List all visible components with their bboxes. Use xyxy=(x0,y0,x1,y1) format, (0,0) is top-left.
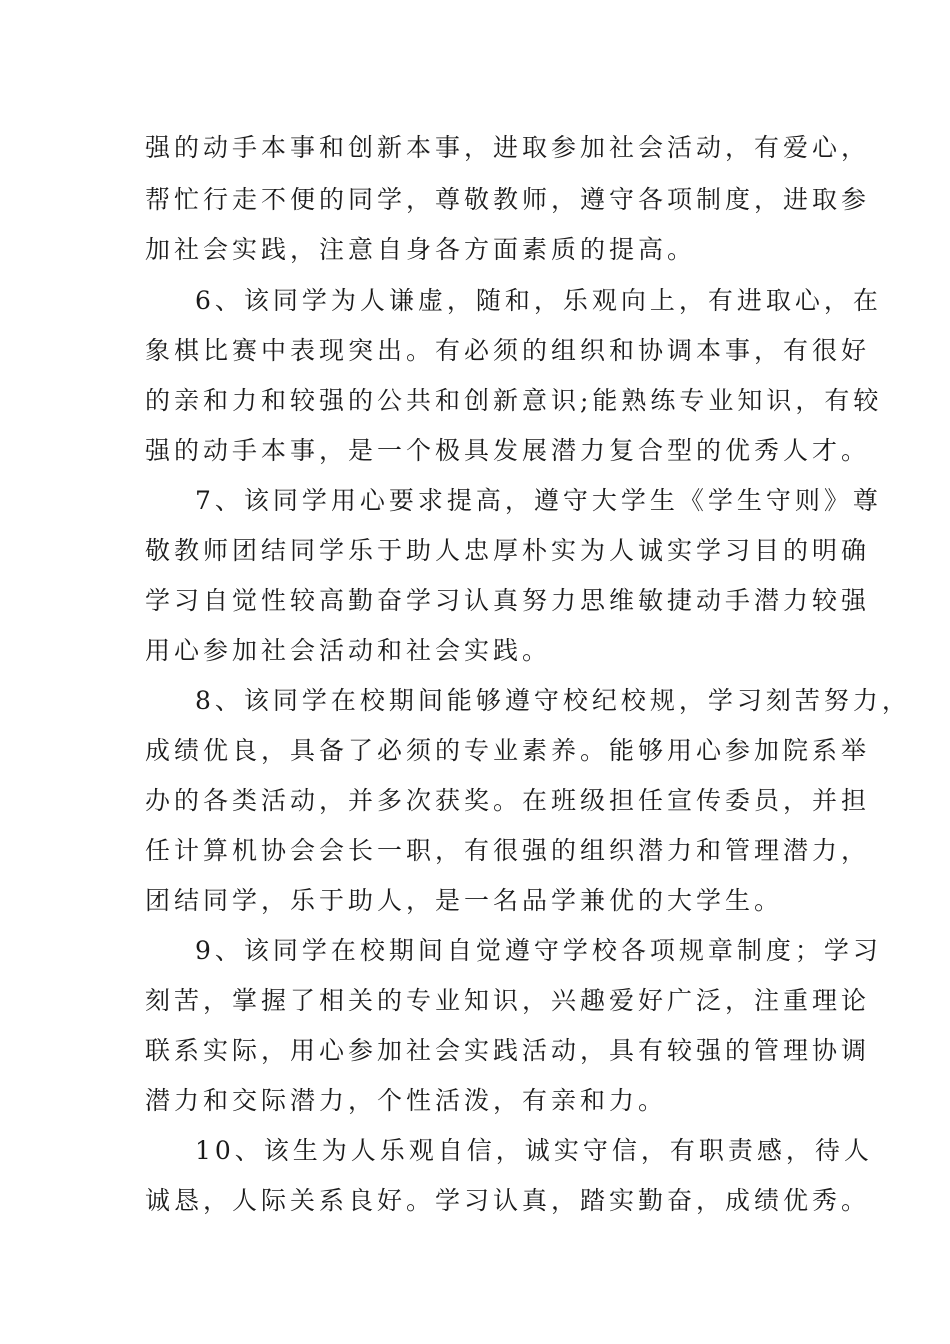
text-line: 任计算机协会会长一职，有很强的组织潜力和管理潜力， xyxy=(145,836,871,865)
paragraph-8-start: 8、该同学在校期间能够遵守校纪校规，学习刻苦努力， xyxy=(195,686,911,715)
text-line: 刻苦，掌握了相关的专业知识，兴趣爱好广泛，注重理论 xyxy=(145,986,871,1015)
text-line: 帮忙行走不便的同学，尊敬教师，遵守各项制度，进取参 xyxy=(145,185,871,214)
text-line: 的亲和力和较强的公共和创新意识;能熟练专业知识，有较 xyxy=(145,386,883,415)
text-line: 潜力和交际潜力，个性活泼，有亲和力。 xyxy=(145,1086,668,1115)
text-line: 象棋比赛中表现突出。有必须的组织和协调本事，有很好 xyxy=(145,336,871,365)
paragraph-10-start: 10、该生为人乐观自信，诚实守信，有职责感，待人 xyxy=(195,1136,873,1165)
text-line: 诚恳，人际关系良好。学习认真，踏实勤奋，成绩优秀。 xyxy=(145,1186,871,1215)
text-line: 学习自觉性较高勤奋学习认真努力思维敏捷动手潜力较强 xyxy=(145,586,871,615)
text-line: 用心参加社会活动和社会实践。 xyxy=(145,636,552,665)
text-line: 办的各类活动，并多次获奖。在班级担任宣传委员，并担 xyxy=(145,786,871,815)
text-line: 加社会实践，注意自身各方面素质的提高。 xyxy=(145,235,697,264)
text-line: 成绩优良，具备了必须的专业素养。能够用心参加院系举 xyxy=(145,736,871,765)
text-line: 团结同学，乐于助人，是一名品学兼优的大学生。 xyxy=(145,886,784,915)
paragraph-7-start: 7、该同学用心要求提高，遵守大学生《学生守则》尊 xyxy=(195,486,882,515)
paragraph-9-start: 9、该同学在校期间自觉遵守学校各项规章制度；学习 xyxy=(195,936,882,965)
text-line: 敬教师团结同学乐于助人忠厚朴实为人诚实学习目的明确 xyxy=(145,536,871,565)
paragraph-6-start: 6、该同学为人谦虚，随和，乐观向上，有进取心，在 xyxy=(195,286,882,315)
text-line: 强的动手本事和创新本事，进取参加社会活动，有爱心， xyxy=(145,133,871,162)
text-line: 联系实际，用心参加社会实践活动，具有较强的管理协调 xyxy=(145,1036,871,1065)
text-line: 强的动手本事，是一个极具发展潜力复合型的优秀人才。 xyxy=(145,436,871,465)
